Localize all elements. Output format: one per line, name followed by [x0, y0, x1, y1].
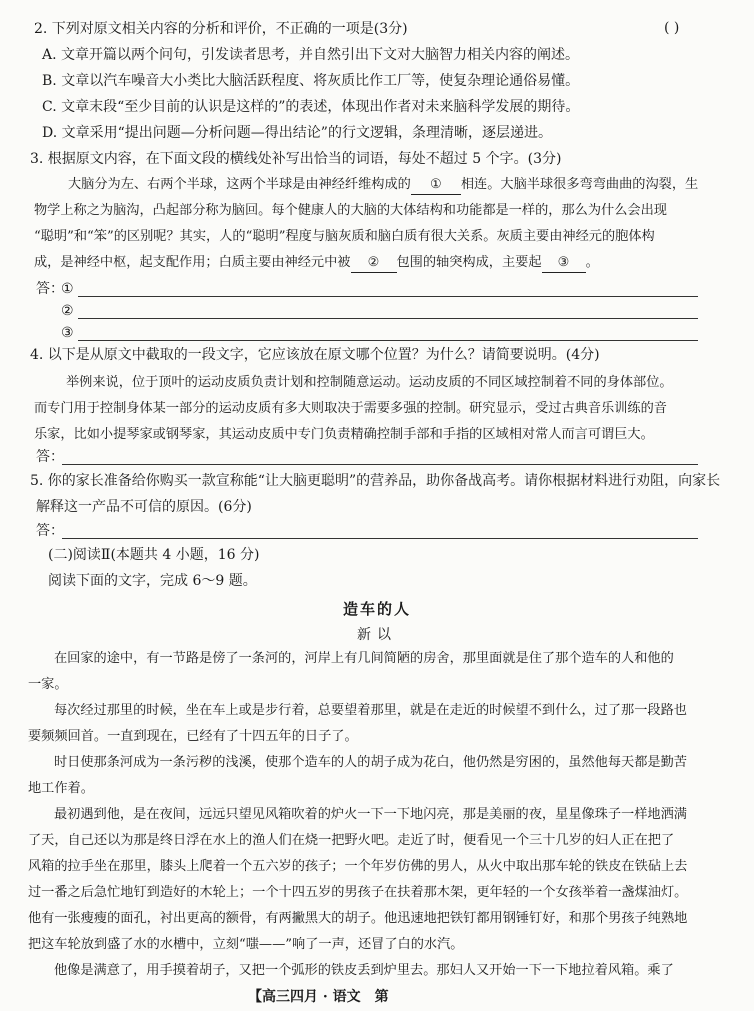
q2-option-c: C. 文章末段“至少目前的认识是这样的”的表述，体现出作者对未来脑科学发展的期待。 — [42, 99, 580, 115]
answer-parenthesis: ( ) — [664, 20, 680, 36]
q4-passage-line-1: 举例来说，位于顶叶的运动皮质负责计划和控制随意运动。运动皮质的不同区域控制着不同的身体部位。 — [66, 375, 673, 390]
story-line: 了天，自己还以为那是终日浮在水上的渔人们在烧一把野火吧。走近了时，便看见一个三十几岁的妇人正在把了 — [28, 833, 675, 848]
story-line: 他像是满意了，用手摸着胡子，又把一个弧形的铁皮丢到炉里去。那妇人又开始一下一下地拉着风箱。乘了 — [54, 963, 674, 978]
q5-stem-line-1: 5. 你的家长准备给你购买一款宣称能“让大脑更聪明”的营养品，助你备战高考。请你根据材料进行劝阻，向家长 — [30, 473, 721, 489]
q5-stem-line-2: 解释这一产品不可信的原因。(6分) — [36, 499, 252, 515]
story-line: 一家。 — [28, 677, 68, 692]
marker-1: ① — [61, 281, 74, 297]
q3-passage-line-3: “聪明”和“笨”的区别呢？其实，人的“聪明”程度与脑灰质和脑白质有很大关系。灰质主要由神经元的胞体构 — [34, 229, 655, 244]
q4-answer-label: 答： — [36, 449, 64, 465]
q5-answer-line[interactable] — [62, 538, 698, 539]
blank-3: ③ — [542, 254, 586, 273]
section-heading: (二)阅读Ⅱ(本题共 4 小题，16 分) — [48, 547, 260, 563]
q2-option-b: B. 文章以汽车噪音大小类比大脑活跃程度、将灰质比作工厂等，使复杂理论通俗易懂。 — [42, 73, 580, 89]
page-footer: 【高三四月 · 语文 第 — [248, 989, 389, 1005]
q3-text: 成，是神经中枢，起支配作用；白质主要由神经元中被 — [34, 255, 351, 270]
story-line: 最初遇到他，是在夜间，远远只望见风箱吹着的炉火一下一下地闪亮，那是美丽的夜，星星像珠子一样地洒满 — [54, 807, 687, 822]
answer-line-1[interactable] — [78, 296, 698, 297]
q3-passage-line-1 — [68, 176, 698, 195]
story-line: 地工作着。 — [28, 781, 94, 796]
q3-passage-line-2: 物学上称之为脑沟，凸起部分称为脑回。每个健康人的大脑的大体结构和功能都是一样的，那么为什么会出现 — [34, 203, 667, 218]
q3-answer-label: 答： — [36, 281, 64, 297]
answer-line-2[interactable] — [78, 318, 698, 319]
q4-passage-line-3: 乐家，比如小提琴家或钢琴家，其运动皮质中专门负责精确控制手部和手指的区域相对常人而言可谓巨大。 — [34, 427, 654, 442]
q3-passage-line-4 — [34, 254, 599, 273]
story-line: 每次经过那里的时候，坐在车上或是步行着，总要望着那里，就是在走近的时候望不到什么，过了那一段路也 — [54, 703, 687, 718]
q4-answer-line[interactable] — [62, 464, 698, 465]
marker-2: ② — [61, 303, 74, 319]
q3-text: 包围的轴突构成，主要起 — [396, 255, 542, 270]
story-line: 过一番之后急忙地钉到造好的木轮上；一个十四五岁的男孩子在扶着那木架，更年轻的一个女孩举着一盏煤油灯。 — [28, 885, 688, 900]
answer-line-3[interactable] — [78, 340, 698, 341]
q5-answer-label: 答： — [36, 523, 64, 539]
story-line: 在回家的途中，有一节路是傍了一条河的，河岸上有几间简陋的房舍，那里面就是住了那个造车的人和他的 — [54, 651, 674, 666]
q3-stem: 3. 根据原文内容，在下面文段的横线处补写出恰当的词语，每处不超过 5 个字。(3分) — [30, 151, 562, 167]
story-line: 他有一张瘦瘦的面孔，衬出更高的额骨，有两撇黑大的胡子。他迅速地把铁钉都用钢锤钉好，和那个男孩子纯熟地 — [28, 911, 688, 926]
q4-stem: 4. 以下是从原文中截取的一段文字，它应该放在原文哪个位置？为什么？请简要说明。(4分) — [30, 347, 600, 363]
story-line: 要频频回首。一直到现在，已经有了十四五年的日子了。 — [28, 729, 358, 744]
q4-passage-line-2: 而专门用于控制身体某一部分的运动皮质有多大则取决于需要多强的控制。研究显示，受过古典音乐训练的音 — [34, 401, 667, 416]
story-author: 新以 — [357, 627, 397, 643]
blank-1: ① — [411, 176, 461, 195]
q3-text: 相连。大脑半球很多弯弯曲曲的沟裂，生 — [460, 177, 699, 192]
story-line: 把这车轮放到盛了水的水槽中，立刻“嗤——”响了一声，还冒了白的水汽。 — [28, 937, 464, 952]
section-instruction: 阅读下面的文字，完成 6～9 题。 — [48, 573, 257, 589]
marker-3: ③ — [61, 325, 74, 341]
story-title: 造车的人 — [342, 600, 411, 618]
q3-text: 。 — [585, 255, 599, 270]
story-line: 时日使那条河成为一条污秽的浅溪，使那个造车的人的胡子成为花白，他仍然是穷困的，虽然他每天都是勤苦 — [54, 755, 687, 770]
q2-stem: 2. 下列对原文相关内容的分析和评价，不正确的一项是(3分) — [34, 21, 408, 37]
q2-option-d: D. 文章采用“提出问题—分析问题—得出结论”的行文逻辑，条理清晰，逐层递进。 — [42, 125, 552, 141]
blank-2: ② — [351, 254, 397, 273]
q3-text: 大脑分为左、右两个半球，这两个半球是由神经纤维构成的 — [68, 177, 411, 192]
story-line: 风箱的拉手坐在那里，膝头上爬着一个五六岁的孩子；一个年岁仿佛的男人，从火中取出那车轮的铁皮在铁砧上去 — [28, 859, 688, 874]
q2-option-a: A. 文章开篇以两个问句，引发读者思考，并自然引出下文对大脑智力相关内容的阐述。 — [42, 47, 580, 63]
